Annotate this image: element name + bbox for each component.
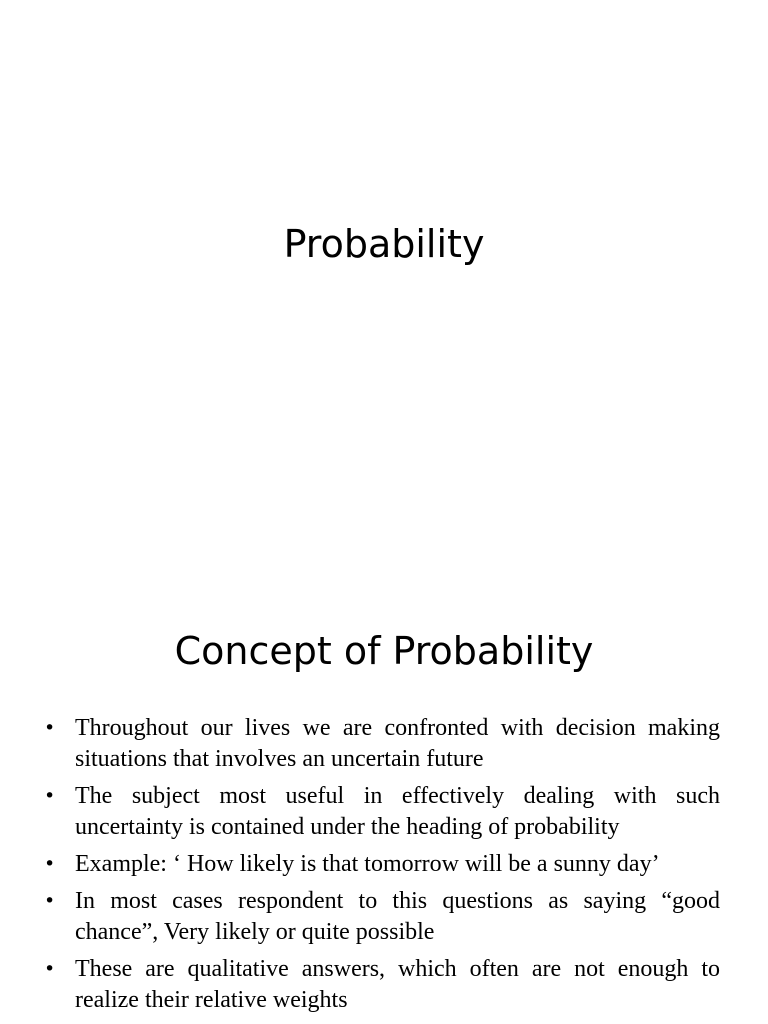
bullet-item	[44, 781, 720, 843]
bullet-text: In most cases respondent to this questions as saying “good chance”, Very likely or quite possible	[75, 888, 720, 945]
bullet-list	[44, 713, 720, 1022]
bullet-dot-icon: •	[44, 853, 56, 875]
bullet-dot-icon: •	[44, 890, 56, 912]
content-slide	[0, 576, 768, 1024]
bullet-text: Example: ‘ How likely is that tomorrow will be a sunny day’	[75, 851, 660, 877]
bullet-item	[44, 849, 720, 880]
bullet-item	[44, 954, 720, 1016]
bullet-dot-icon: •	[44, 717, 56, 739]
bullet-text: These are qualitative answers, which often are not enough to realize their relative weights	[75, 956, 720, 1013]
bullet-text: The subject most useful in effectively dealing with such uncertainty is contained under the heading of probability	[75, 783, 720, 840]
bullet-item	[44, 886, 720, 948]
bullet-dot-icon: •	[44, 785, 56, 807]
slide-title: Probability	[283, 222, 485, 266]
bullet-text: Throughout our lives we are confronted with decision making situations that involves an uncertain future	[75, 715, 720, 772]
slide-title: Concept of Probability	[174, 629, 594, 673]
bullet-dot-icon: •	[44, 958, 56, 980]
bullet-item	[44, 713, 720, 775]
